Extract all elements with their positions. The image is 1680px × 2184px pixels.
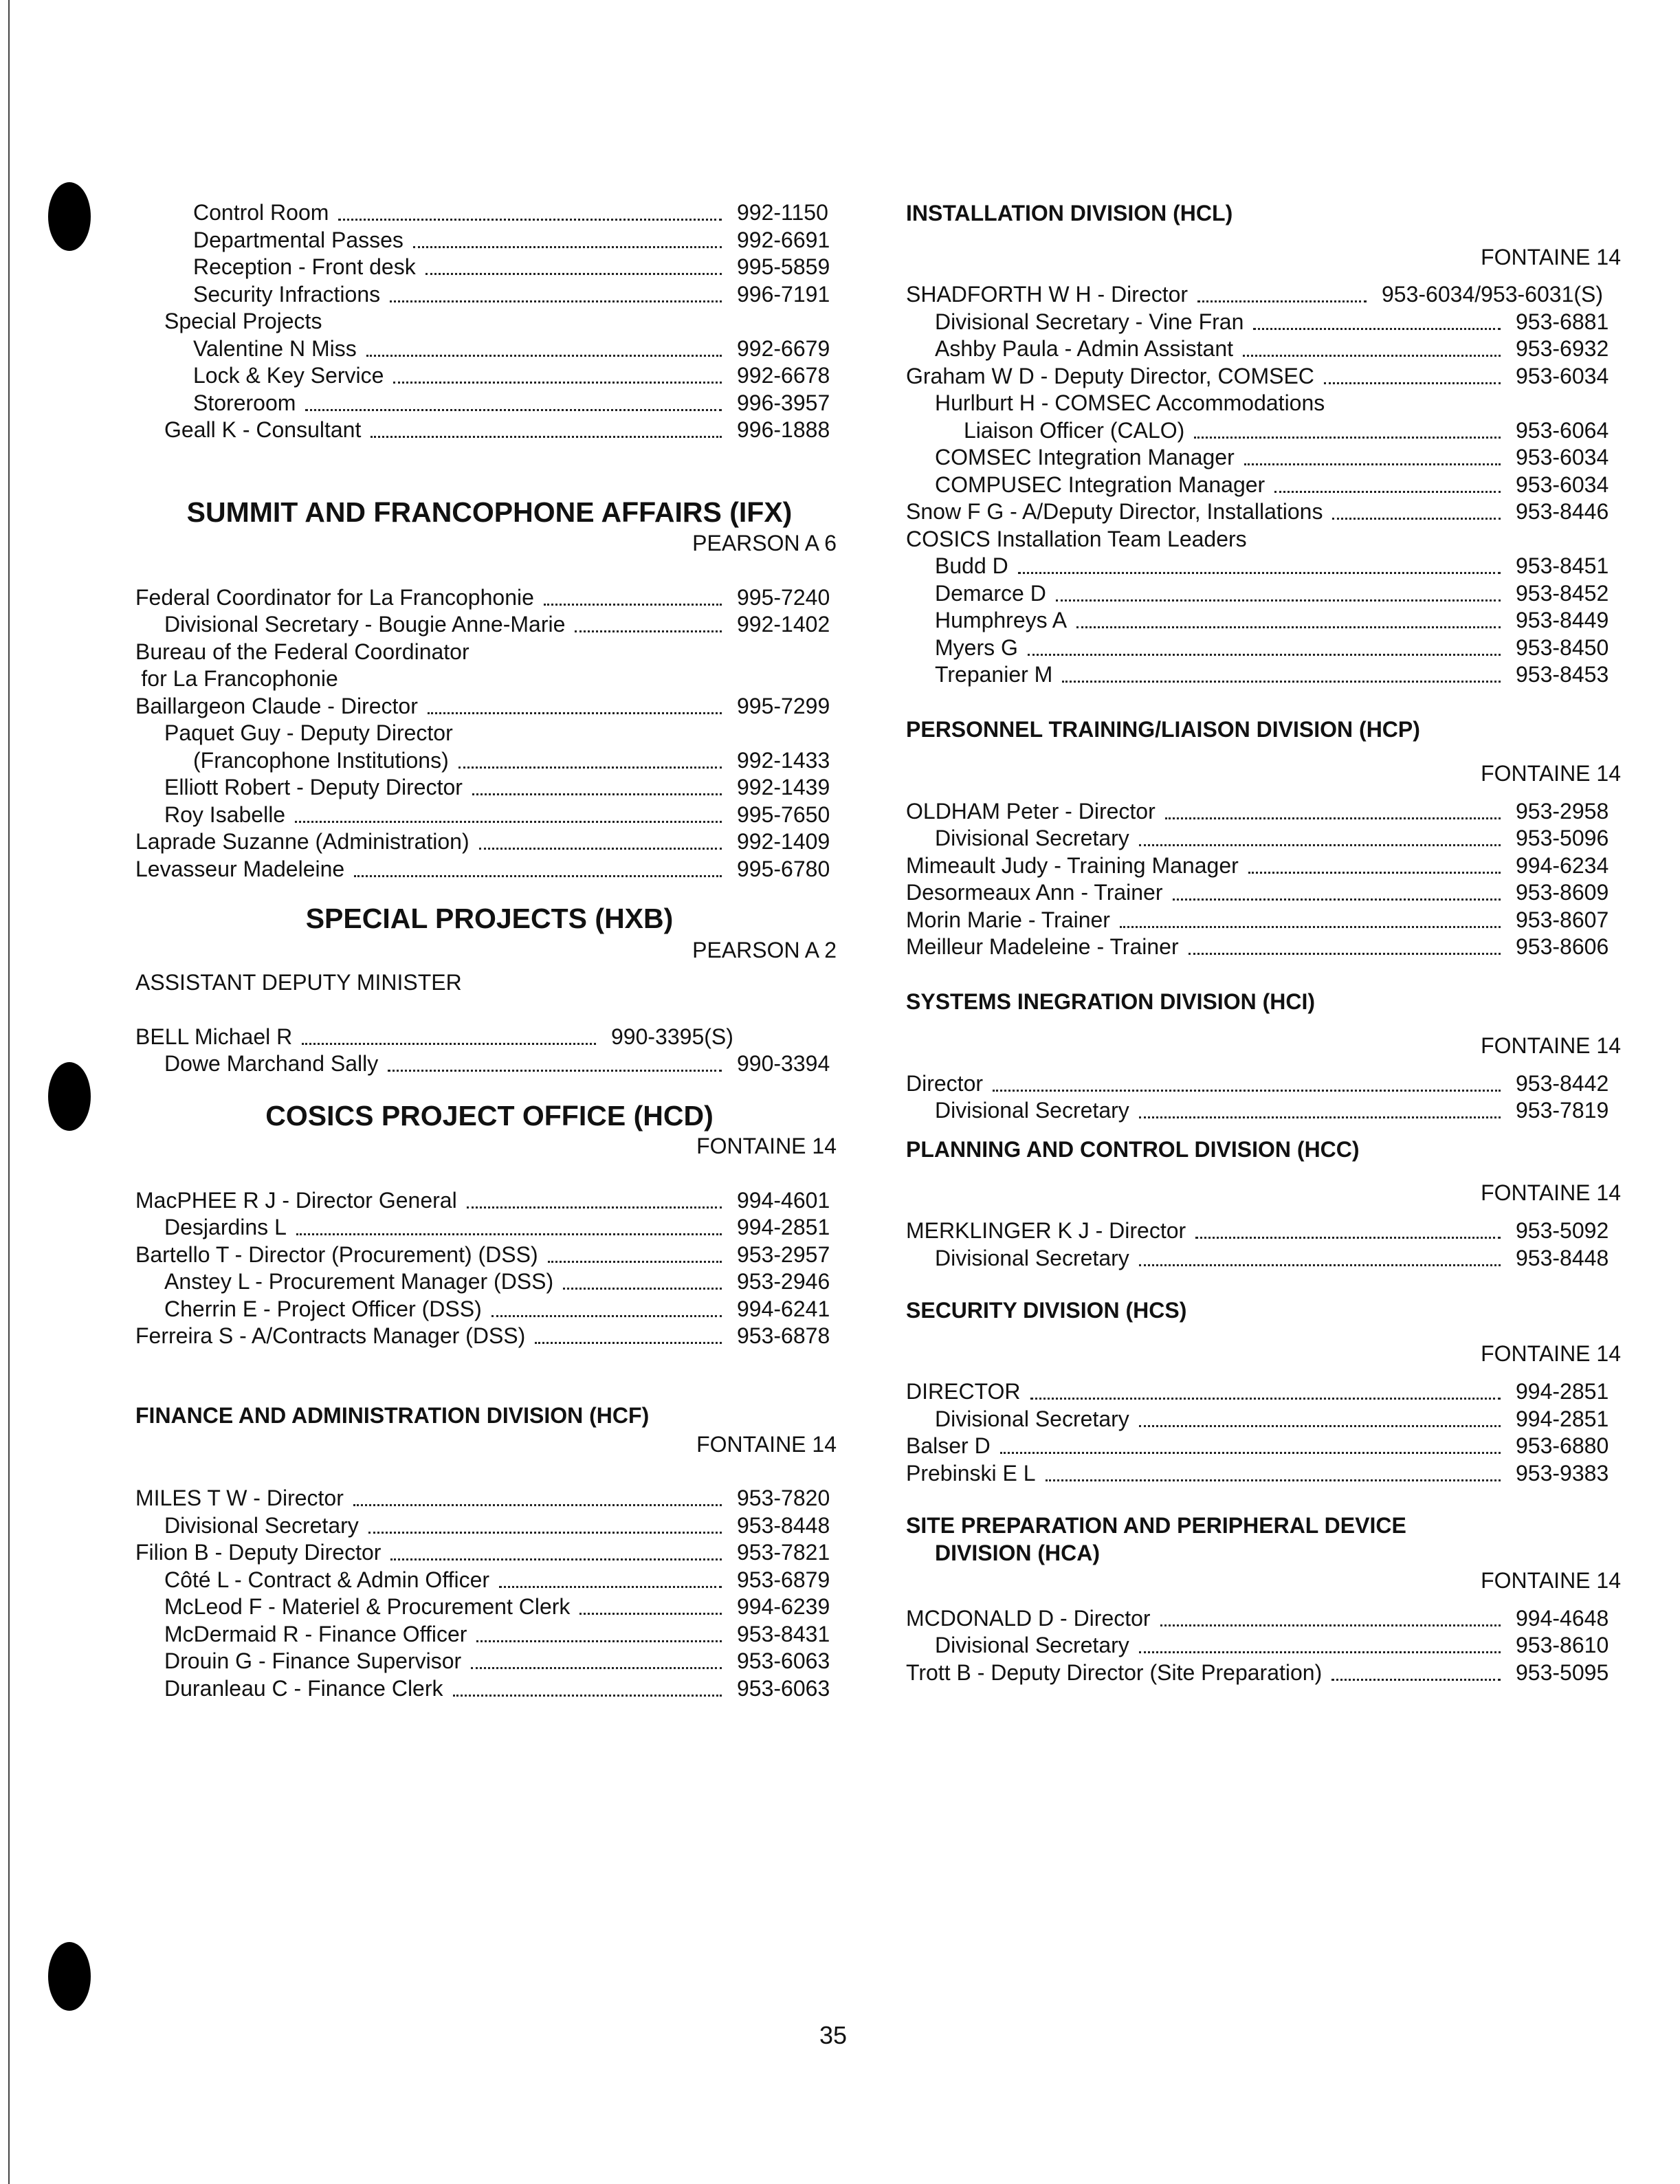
entry-phone: 953-8452: [1516, 580, 1609, 606]
directory-entry: [135, 281, 843, 309]
entry-phone: 995-7299: [737, 693, 830, 718]
dot-leader: [1139, 1093, 1501, 1118]
entry-name: Myers G: [935, 635, 1018, 660]
directory-entry: [135, 584, 843, 612]
entry-phone: 996-1888: [737, 417, 830, 442]
section-location: FONTAINE 14: [1481, 1033, 1621, 1059]
dot-leader: [1243, 331, 1501, 357]
entry-phone: 953-8446: [1516, 499, 1609, 525]
directory-entry: [906, 1245, 1621, 1272]
entry-phone: 992-1439: [737, 775, 830, 800]
entry-phone: 996-7191: [737, 281, 830, 307]
section-location: FONTAINE 14: [1481, 1567, 1621, 1593]
dot-leader: [393, 358, 722, 384]
dot-leader: [458, 743, 722, 769]
entry-name: Control Room: [193, 200, 329, 225]
section-heading: SYSTEMS INEGRATION DIVISION (HCI): [906, 989, 1315, 1015]
dot-leader: [1244, 440, 1501, 465]
entry-name: Roy Isabelle: [164, 802, 286, 827]
dot-leader: [471, 1644, 722, 1669]
entry-name: Divisional Secretary - Vine Fran: [935, 309, 1244, 334]
entry-phone: 953-7819: [1516, 1098, 1609, 1123]
directory-entry: [906, 934, 1621, 961]
dot-leader: [1139, 1402, 1501, 1427]
section-location: FONTAINE 14: [696, 1431, 837, 1457]
entry-name: Divisional Secretary: [935, 826, 1129, 851]
section-heading: PERSONNEL TRAINING/LIAISON DIVISION (HCP): [906, 717, 1420, 742]
entry-name: Dowe Marchand Sally: [164, 1051, 379, 1077]
entry-name: Trepanier M: [935, 662, 1053, 687]
entry-name: Mimeault Judy - Training Manager: [906, 852, 1239, 878]
entry-phone: 992-1409: [737, 829, 830, 854]
entry-name: Levasseur Madeleine: [135, 856, 345, 881]
entry-phone: 953-8442: [1516, 1070, 1609, 1096]
dot-leader: [544, 580, 722, 606]
entry-phone: 992-6691: [737, 227, 830, 252]
binder-hole-top: [48, 182, 91, 251]
entry-name: MacPHEE R J - Director General: [135, 1187, 457, 1213]
dot-leader: [1139, 1628, 1501, 1653]
entry-phone: 953-8453: [1516, 662, 1609, 687]
entry-phone: 953-8448: [1516, 1245, 1609, 1270]
entry-name: ASSISTANT DEPUTY MINISTER: [135, 969, 462, 995]
section-location: PEARSON A 6: [692, 531, 837, 556]
entry-phone: 953-7821: [737, 1540, 830, 1565]
directory-entry: [135, 1050, 843, 1078]
entry-phone: 994-4648: [1516, 1605, 1609, 1631]
entry-name: Prebinski E L: [906, 1460, 1036, 1486]
entry-name: Departmental Passes: [193, 227, 404, 252]
entry-phone: 953-6063: [737, 1675, 830, 1701]
dot-leader: [1056, 576, 1501, 602]
dot-leader: [302, 1019, 596, 1045]
entry-phone: 995-7240: [737, 584, 830, 610]
directory-entry: [906, 1659, 1621, 1687]
dot-leader: [1253, 305, 1501, 330]
entry-name: Paquet Guy - Deputy Director: [164, 720, 453, 746]
dot-leader: [371, 412, 722, 438]
entry-phone: 953-6932: [1516, 336, 1609, 362]
dot-leader: [476, 1617, 722, 1642]
entry-name: Balser D: [906, 1433, 991, 1459]
directory-entry: [135, 1675, 843, 1703]
spacer: [135, 557, 843, 584]
entry-phone: 953-6063: [737, 1648, 830, 1674]
dot-leader: [388, 1046, 722, 1072]
spacer: [906, 689, 1621, 716]
dot-leader: [1195, 1213, 1501, 1239]
right-column: [906, 199, 1621, 1686]
section-heading: SITE PREPARATION AND PERIPHERAL DEVICE: [906, 1512, 1406, 1538]
spacer: [906, 1487, 1621, 1512]
spacer: [135, 444, 843, 472]
entry-phone: 996-3957: [737, 390, 830, 415]
directory-entry: [135, 611, 843, 639]
directory-entry: [135, 1539, 843, 1567]
entry-name: Security Infractions: [193, 281, 381, 307]
dot-leader: [354, 852, 722, 877]
spacer: [135, 1350, 843, 1378]
entry-name: Trott B - Deputy Director (Site Preparation): [906, 1659, 1323, 1685]
entry-name: Storeroom: [193, 390, 296, 415]
section-location: FONTAINE 14: [1481, 244, 1621, 269]
entry-name: Divisional Secretary: [164, 1512, 359, 1538]
section-heading: SECURITY DIVISION (HCS): [906, 1297, 1187, 1323]
dot-leader: [1173, 875, 1501, 901]
directory-entry: [906, 1097, 1621, 1125]
section-location: FONTAINE 14: [1481, 761, 1621, 786]
entry-name: (Francophone Institutions): [193, 747, 449, 773]
dot-leader: [993, 1066, 1501, 1092]
dot-leader: [338, 195, 722, 221]
dot-leader: [1189, 929, 1501, 955]
binder-hole-bottom: [48, 1942, 91, 2011]
dot-leader: [453, 1671, 722, 1697]
dot-leader: [305, 386, 722, 411]
entry-phone: 994-4601: [737, 1187, 830, 1213]
spacer: [906, 227, 1621, 243]
entry-name: Special Projects: [164, 309, 322, 333]
entry-name: MERKLINGER K J - Director: [906, 1218, 1186, 1244]
entry-name: MILES T W - Director: [135, 1486, 344, 1511]
entry-phone: 953-6034: [1516, 472, 1609, 497]
section-location: FONTAINE 14: [1481, 1180, 1621, 1206]
entry-phone: 953-8450: [1516, 635, 1609, 660]
entry-name: Demarce D: [935, 580, 1046, 606]
entry-phone: 990-3395(S): [611, 1024, 733, 1049]
directory-entry: [135, 1323, 843, 1350]
entry-phone: 992-1402: [737, 612, 830, 637]
entry-name: Valentine N Miss: [193, 335, 357, 361]
entry-phone: 994-6234: [1516, 852, 1609, 878]
entry-phone: 994-6241: [737, 1296, 830, 1321]
entry-phone: 953-8607: [1516, 907, 1609, 932]
entry-phone: 953-8448: [737, 1512, 830, 1538]
dot-leader: [1160, 1601, 1501, 1626]
entry-name: Desjardins L: [164, 1215, 287, 1240]
entry-phone: 990-3394: [737, 1051, 830, 1077]
entry-phone: 953-6034: [1516, 445, 1609, 470]
directory-entry: [906, 498, 1621, 526]
directory-entry: [135, 969, 843, 997]
directory-entry: [906, 335, 1621, 363]
spacer: [906, 1272, 1621, 1297]
section-heading: PLANNING AND CONTROL DIVISION (HCC): [906, 1136, 1360, 1162]
section-location: PEARSON A 2: [692, 937, 837, 962]
entry-name: Laprade Suzanne (Administration): [135, 829, 469, 854]
dot-leader: [353, 1481, 722, 1506]
section-heading: INSTALLATION DIVISION (HCL): [906, 201, 1233, 225]
dot-leader: [390, 1535, 722, 1560]
entry-phone: 953-6064: [1516, 417, 1609, 443]
dot-leader: [563, 1264, 722, 1290]
dot-leader: [548, 1237, 722, 1263]
spacer: [906, 1125, 1621, 1136]
directory-entry: [135, 639, 843, 666]
entry-name: COMSEC Integration Manager: [935, 445, 1235, 470]
dot-leader: [296, 1210, 722, 1235]
dot-leader: [1248, 848, 1501, 874]
entry-name: BELL Michael R: [135, 1024, 293, 1049]
page-number: 35: [819, 2021, 848, 2049]
dot-leader: [535, 1319, 722, 1344]
entry-name: Bartello T - Director (Procurement) (DSS): [135, 1242, 538, 1267]
dot-leader: [491, 1292, 722, 1317]
spacer: [135, 471, 843, 498]
directory-entry: [906, 1460, 1621, 1488]
dot-leader: [1076, 603, 1501, 628]
entry-phone: 995-6780: [737, 856, 830, 881]
directory-entry: [906, 472, 1621, 499]
dot-leader: [1139, 821, 1501, 846]
dot-leader: [1046, 1456, 1501, 1481]
entry-name: Reception - Front desk: [193, 254, 416, 279]
entry-phone: 953-5095: [1516, 1659, 1609, 1685]
entry-phone: 992-6679: [737, 335, 830, 361]
entry-phone: 953-6881: [1516, 309, 1609, 334]
entry-name: Divisional Secretary - Bougie Anne-Marie: [164, 612, 566, 637]
entry-name: Liaison Officer (CALO): [964, 417, 1185, 443]
entry-phone: 953-5096: [1516, 826, 1609, 851]
entry-name: for La Francophonie: [141, 666, 338, 692]
entry-phone: 994-6239: [737, 1594, 830, 1620]
entry-phone: 953-6034/953-6031(S): [1382, 282, 1604, 307]
entry-name: McLeod F - Materiel & Procurement Clerk: [164, 1594, 571, 1620]
page-edge-line: [8, 0, 10, 2184]
entry-name: Ferreira S - A/Contracts Manager (DSS): [135, 1323, 526, 1349]
spacer: [135, 1377, 843, 1402]
entry-name: Graham W D - Deputy Director, COMSEC: [906, 363, 1314, 388]
entry-name: Duranleau C - Finance Clerk: [164, 1675, 443, 1701]
entry-name: Bureau of the Federal Coordinator: [135, 639, 469, 664]
entry-phone: 953-9383: [1516, 1460, 1609, 1486]
dot-leader: [428, 689, 722, 714]
dot-leader: [472, 770, 722, 795]
spacer: [906, 1015, 1621, 1032]
entry-name: Divisional Secretary: [935, 1098, 1129, 1123]
directory-entry: [135, 1214, 843, 1242]
entry-phone: 953-2946: [737, 1269, 830, 1294]
entry-phone: 992-6678: [737, 363, 830, 388]
entry-name: Ashby Paula - Admin Assistant: [935, 336, 1233, 362]
spacer: [906, 1324, 1621, 1341]
entry-phone: 992-1433: [737, 747, 830, 773]
entry-name: Hurlburt H - COMSEC Accommodations: [935, 390, 1325, 416]
entry-phone: 953-8451: [1516, 553, 1609, 579]
entry-name: Divisional Secretary: [935, 1406, 1129, 1431]
entry-name: Cherrin E - Project Officer (DSS): [164, 1296, 482, 1321]
section-heading: FINANCE AND ADMINISTRATION DIVISION (HCF): [135, 1402, 650, 1428]
entry-name: Federal Coordinator for La Francophonie: [135, 584, 534, 610]
section-location: FONTAINE 14: [696, 1134, 837, 1159]
entry-phone: 953-8606: [1516, 934, 1609, 960]
entry-phone: 953-6878: [737, 1323, 830, 1349]
spacer: [135, 964, 843, 969]
dot-leader: [390, 277, 722, 302]
directory-entry: [906, 363, 1621, 390]
entry-name: Snow F G - A/Deputy Director, Installations: [906, 499, 1323, 525]
spacer: [135, 1078, 843, 1103]
binder-hole-middle: [48, 1062, 91, 1131]
directory-entry: [906, 444, 1621, 472]
entry-name: Baillargeon Claude - Director: [135, 693, 418, 718]
entry-phone: 994-2851: [1516, 1406, 1609, 1431]
directory-entry: [135, 856, 843, 883]
directory-entry: [135, 417, 843, 444]
dot-leader: [479, 824, 722, 850]
entry-phone: 953-8431: [737, 1621, 830, 1646]
directory-entry: [135, 1567, 843, 1594]
spacer: [906, 961, 1621, 989]
spacer: [906, 743, 1621, 760]
entry-name: Budd D: [935, 553, 1008, 579]
entry-name: Lock & Key Service: [193, 363, 384, 388]
dot-leader: [425, 250, 722, 275]
dot-leader: [499, 1563, 722, 1588]
entry-phone: 953-6879: [737, 1567, 830, 1592]
entry-phone: 953-2957: [737, 1242, 830, 1267]
dot-leader: [1194, 413, 1501, 439]
entry-phone: 995-5859: [737, 254, 830, 279]
dot-leader: [1324, 359, 1501, 384]
dot-leader: [467, 1183, 722, 1209]
directory-entry: [135, 1242, 843, 1269]
entry-phone: 995-7650: [737, 802, 830, 827]
entry-name: Anstey L - Procurement Manager (DSS): [164, 1269, 554, 1294]
entry-phone: 994-2851: [737, 1215, 830, 1240]
entry-name: DIRECTOR: [906, 1379, 1021, 1404]
dot-leader: [1018, 549, 1501, 574]
section-heading: SUMMIT AND FRANCOPHONE AFFAIRS (IFX): [186, 496, 793, 528]
entry-name: Humphreys A: [935, 608, 1068, 633]
dot-leader: [1120, 903, 1501, 928]
entry-name: SHADFORTH W H - Director: [906, 282, 1189, 307]
dot-leader: [1000, 1429, 1501, 1454]
entry-name: MCDONALD D - Director: [906, 1605, 1151, 1631]
entry-name: Director: [906, 1070, 984, 1096]
spacer: [135, 883, 843, 905]
dot-leader: [1331, 1655, 1501, 1681]
dot-leader: [1332, 494, 1501, 520]
entry-phone: 994-2851: [1516, 1379, 1609, 1404]
directory-entry: [906, 1632, 1621, 1659]
dot-leader: [1165, 794, 1501, 819]
entry-phone: 953-6880: [1516, 1433, 1609, 1459]
entry-name: Côté L - Contract & Admin Officer: [164, 1567, 490, 1592]
entry-name: Desormeaux Ann - Trainer: [906, 880, 1163, 905]
section-location: FONTAINE 14: [1481, 1341, 1621, 1367]
dot-leader: [1062, 657, 1501, 683]
entry-name: Meilleur Madeleine - Trainer: [906, 934, 1179, 960]
dot-leader: [1030, 1374, 1501, 1400]
directory-entry: [135, 1296, 843, 1323]
dot-leader: [1139, 1241, 1501, 1266]
entry-name: Divisional Secretary: [935, 1633, 1129, 1658]
dot-leader: [1274, 467, 1501, 493]
directory-entry: [906, 661, 1621, 689]
entry-phone: 953-6034: [1516, 363, 1609, 388]
directory-entry: [135, 693, 843, 720]
dot-leader: [579, 1589, 722, 1615]
spacer: [906, 1163, 1621, 1180]
dot-leader: [295, 797, 722, 823]
section-heading: DIVISION (HCA): [935, 1540, 1100, 1565]
dot-leader: [368, 1508, 722, 1534]
entry-phone: 953-8449: [1516, 608, 1609, 633]
entry-name: OLDHAM Peter - Director: [906, 798, 1156, 824]
entry-phone: 953-5092: [1516, 1218, 1609, 1244]
entry-name: COSICS Installation Team Leaders: [906, 526, 1247, 551]
entry-name: McDermaid R - Finance Officer: [164, 1621, 467, 1646]
entry-name: Divisional Secretary: [935, 1245, 1129, 1270]
entry-phone: 953-2958: [1516, 798, 1609, 824]
section-heading: SPECIAL PROJECTS (HXB): [305, 903, 674, 935]
dot-leader: [413, 223, 722, 248]
dot-leader: [1197, 277, 1367, 302]
entry-name: Elliott Robert - Deputy Director: [164, 775, 463, 800]
dot-leader: [366, 331, 722, 357]
entry-name: Geall K - Consultant: [164, 417, 362, 442]
entry-phone: 953-8609: [1516, 880, 1609, 905]
entry-phone: 953-7820: [737, 1486, 830, 1511]
dot-leader: [575, 607, 722, 632]
entry-name: Morin Marie - Trainer: [906, 907, 1110, 932]
entry-phone: 992-1150: [737, 200, 828, 225]
entry-name: Drouin G - Finance Supervisor: [164, 1648, 462, 1674]
entry-name: Filion B - Deputy Director: [135, 1540, 382, 1565]
entry-phone: 953-8610: [1516, 1633, 1609, 1658]
directory-entry: [135, 1268, 843, 1296]
section-heading: COSICS PROJECT OFFICE (HCD): [265, 1100, 714, 1132]
left-column: [135, 199, 843, 1702]
dot-leader: [1028, 630, 1501, 656]
entry-name: COMPUSEC Integration Manager: [935, 472, 1265, 497]
